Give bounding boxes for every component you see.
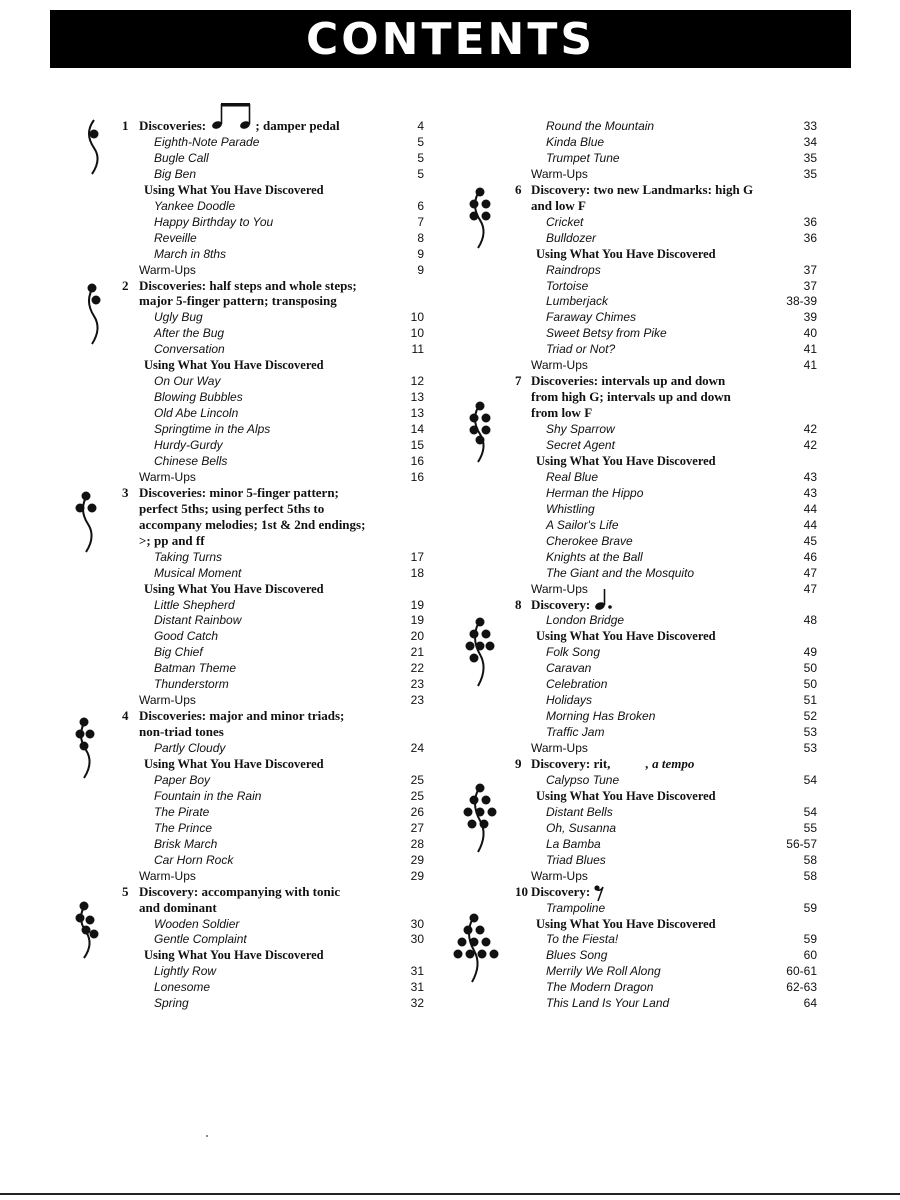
page-number: 6 <box>417 199 424 213</box>
page-number: 11 <box>411 342 424 356</box>
piece-title[interactable]: Trampoline <box>546 901 606 915</box>
piece-title[interactable]: La Bamba <box>546 837 601 851</box>
page-number: 15 <box>410 438 424 452</box>
chapter-number: 10 <box>515 884 528 899</box>
page-number: 16 <box>410 470 424 484</box>
piece-title[interactable]: To the Fiesta! <box>546 932 619 946</box>
piece-title[interactable]: Merrily We Roll Along <box>546 964 661 978</box>
page-number: 42 <box>803 438 817 452</box>
page-number: 25 <box>410 773 424 787</box>
chapter-heading <box>139 118 340 134</box>
page-number: 58 <box>803 853 817 867</box>
page-number: 35 <box>803 151 817 165</box>
page-number: 37 <box>803 279 817 293</box>
piece-title[interactable]: Caravan <box>546 661 592 675</box>
page-number: 29 <box>410 869 424 883</box>
page-number: 30 <box>410 917 424 931</box>
dotted-quarter-note-icon <box>593 588 615 612</box>
piece-title[interactable]: Secret Agent <box>546 438 615 452</box>
piece-title[interactable]: Distant Bells <box>546 805 613 819</box>
page-number: 20 <box>410 629 424 643</box>
piece-title[interactable]: Hurdy-Gurdy <box>154 438 223 452</box>
section-label: Using What You Have Discovered <box>144 948 324 962</box>
piece-title[interactable]: Partly Cloudy <box>154 741 226 755</box>
piece-title[interactable]: Calypso Tune <box>546 773 620 787</box>
piece-title[interactable]: Real Blue <box>546 470 599 484</box>
piece-title[interactable]: Celebration <box>546 677 608 691</box>
piece-title[interactable]: Springtime in the Alps <box>154 422 271 436</box>
page-number: 30 <box>410 932 424 946</box>
page-number: 5 <box>417 167 424 181</box>
chapter-heading <box>531 756 694 772</box>
chapter-number: 2 <box>122 278 129 293</box>
chapter-number: 6 <box>515 182 522 197</box>
piece-title[interactable]: Yankee Doodle <box>154 199 236 213</box>
chapter-heading <box>531 884 605 900</box>
piece-title[interactable]: Kinda Blue <box>546 135 605 149</box>
page-number: 39 <box>803 310 817 324</box>
page-number: 5 <box>417 135 424 149</box>
section-label: Using What You Have Discovered <box>144 582 324 596</box>
page-number: 56-57 <box>786 837 817 851</box>
chapter-heading: Discoveries: half steps and whole steps; <box>139 278 357 293</box>
chapter-number: 4 <box>122 708 129 723</box>
piece-title[interactable]: Oh, Susanna <box>546 821 617 835</box>
piece-title[interactable]: Shy Sparrow <box>546 422 615 436</box>
chapter-heading: Discoveries: intervals up and down <box>531 373 726 388</box>
piece-title[interactable]: Tortoise <box>546 279 589 293</box>
warm-ups-entry: Warm-Ups <box>531 869 588 883</box>
warm-ups-entry: Warm-Ups <box>531 582 588 596</box>
chapter-heading: from low F <box>531 405 593 420</box>
warm-ups-entry: Warm-Ups <box>531 167 588 181</box>
chapter-heading: Discoveries: minor 5-finger pattern; <box>139 485 339 500</box>
piece-title[interactable]: Traffic Jam <box>546 725 605 739</box>
piece-title[interactable]: Distant Rainbow <box>154 613 242 627</box>
page-number: 60-61 <box>786 964 817 978</box>
piece-title[interactable]: Taking Turns <box>154 550 223 564</box>
page-number: 44 <box>803 518 817 532</box>
page-number: 55 <box>803 821 817 835</box>
page-number: 43 <box>803 486 817 500</box>
page-number: 42 <box>803 422 817 436</box>
chapter-number: 9 <box>515 756 522 771</box>
warm-ups-entry: Warm-Ups <box>531 358 588 372</box>
piece-title[interactable]: The Pirate <box>154 805 210 819</box>
piece-title[interactable]: Wooden Soldier <box>154 917 240 931</box>
page-number: 48 <box>803 613 817 627</box>
page-number: 33 <box>803 119 817 133</box>
page-number: 31 <box>410 964 424 978</box>
page-number: 31 <box>410 980 424 994</box>
page-number: 9 <box>417 247 424 261</box>
page-number: 54 <box>803 805 817 819</box>
warm-ups-entry: Warm-Ups <box>139 470 196 484</box>
chapter-heading: and dominant <box>139 900 217 915</box>
page-number: 47 <box>803 566 817 580</box>
piece-title[interactable]: Fountain in the Rain <box>154 789 262 803</box>
piece-title[interactable]: Spring <box>154 996 189 1010</box>
piece-title[interactable]: Thunderstorm <box>154 677 229 691</box>
heading-text: Discovery: rit, <box>531 756 611 771</box>
heading-text: Discovery: <box>531 884 591 899</box>
page-number: 10 <box>410 326 424 340</box>
page-number: 62-63 <box>786 980 817 994</box>
page-number: 59 <box>803 901 817 915</box>
one-note-tree-icon <box>64 116 124 184</box>
page-number: 58 <box>803 869 817 883</box>
page-number: 51 <box>803 693 817 707</box>
piece-title[interactable]: Chinese Bells <box>154 454 228 468</box>
page-number: 21 <box>410 645 424 659</box>
warm-ups-entry: Warm-Ups <box>139 263 196 277</box>
piece-title[interactable]: Eighth-Note Parade <box>154 135 260 149</box>
warm-ups-entry: Warm-Ups <box>139 869 196 883</box>
speck <box>206 1135 208 1137</box>
piece-title[interactable]: Blowing Bubbles <box>154 390 243 404</box>
piece-title[interactable]: Triad Blues <box>546 853 606 867</box>
heading-text: Discoveries: <box>139 118 207 133</box>
section-label: Using What You Have Discovered <box>144 757 324 771</box>
chapter-heading: Discovery: two new Landmarks: high G <box>531 182 754 197</box>
fermata-icon <box>614 757 646 773</box>
piece-title[interactable]: Paper Boy <box>154 773 211 787</box>
piece-title[interactable]: Brisk March <box>154 837 218 851</box>
heading-text-tail: , a tempo <box>645 756 695 771</box>
chapter-number: 1 <box>122 118 129 133</box>
piece-title[interactable]: Lightly Row <box>154 964 217 978</box>
page-number: 13 <box>410 390 424 404</box>
six-dot-tree-icon <box>450 400 510 472</box>
piece-title[interactable]: Bulldozer <box>546 231 597 245</box>
piece-title[interactable]: Reveille <box>154 231 197 245</box>
page-number: 9 <box>417 263 424 277</box>
five-note-tree-icon <box>56 900 116 968</box>
piece-title[interactable]: On Our Way <box>154 374 221 388</box>
piece-title[interactable]: Ugly Bug <box>154 310 203 324</box>
page-number: 46 <box>803 550 817 564</box>
piece-title[interactable]: Knights at the Ball <box>546 550 643 564</box>
page-title: CONTENTS <box>305 13 596 65</box>
page-number: 25 <box>410 789 424 803</box>
page-number: 7 <box>417 215 424 229</box>
section-label: Using What You Have Discovered <box>144 358 324 372</box>
piece-title[interactable]: Folk Song <box>546 645 601 659</box>
chapter-heading: Discoveries: major and minor triads; <box>139 708 345 723</box>
three-note-tree-icon <box>58 490 118 562</box>
two-note-tree-icon <box>64 282 124 354</box>
heading-text-tail: ; damper pedal <box>255 118 340 133</box>
page-number: 29 <box>410 853 424 867</box>
page-number: 35 <box>803 167 817 181</box>
page-number: 32 <box>410 996 424 1010</box>
page-number: 13 <box>410 406 424 420</box>
piece-title[interactable]: Cherokee Brave <box>546 534 633 548</box>
piece-title[interactable]: Big Chief <box>154 645 203 659</box>
piece-title[interactable]: Sweet Betsy from Pike <box>546 326 667 340</box>
page-number: 22 <box>410 661 424 675</box>
chapter-heading: and low F <box>531 198 586 213</box>
chapter-number: 7 <box>515 373 522 388</box>
chapter-heading: accompany melodies; 1st & 2nd endings; <box>139 517 366 532</box>
piece-title[interactable]: Batman Theme <box>154 661 237 675</box>
page-number: 41 <box>803 358 817 372</box>
page-number: 36 <box>803 215 817 229</box>
piece-title[interactable]: Round the Mountain <box>546 119 655 133</box>
page-number: 44 <box>803 502 817 516</box>
piece-title[interactable]: Car Horn Rock <box>154 853 234 867</box>
page-number: 19 <box>410 598 424 612</box>
heading-text: Discovery: <box>531 597 591 612</box>
section-label: Using What You Have Discovered <box>536 789 716 803</box>
piece-title[interactable]: Faraway Chimes <box>546 310 637 324</box>
page-number: 24 <box>410 741 424 755</box>
contents-banner <box>50 10 851 68</box>
page-number: 40 <box>803 326 817 340</box>
page-number: 12 <box>410 374 424 388</box>
page-number: 10 <box>410 310 424 324</box>
section-label: Using What You Have Discovered <box>536 917 716 931</box>
chapter-number: 8 <box>515 597 522 612</box>
page-number: 19 <box>410 613 424 627</box>
warm-ups-entry: Warm-Ups <box>139 693 196 707</box>
page-number: 14 <box>410 422 424 436</box>
page-number: 37 <box>803 263 817 277</box>
page-number: 53 <box>803 741 817 755</box>
piece-title[interactable]: Blues Song <box>546 948 608 962</box>
page-number: 60 <box>803 948 817 962</box>
piece-title[interactable]: March in 8ths <box>154 247 227 261</box>
beamed-eighth-notes-icon <box>209 101 255 131</box>
seven-dot-tree-icon <box>450 616 510 696</box>
piece-title[interactable]: Old Abe Lincoln <box>154 406 239 420</box>
chapter-heading: major 5-finger pattern; transposing <box>139 293 337 308</box>
page-number: 36 <box>803 231 817 245</box>
warm-ups-entry: Warm-Ups <box>531 741 588 755</box>
piece-title[interactable]: London Bridge <box>546 613 625 627</box>
piece-title[interactable]: The Modern Dragon <box>546 980 654 994</box>
bottom-rule <box>0 1193 900 1195</box>
page-number: 26 <box>410 805 424 819</box>
piece-title[interactable]: The Giant and the Mosquito <box>546 566 695 580</box>
piece-title[interactable]: Whistling <box>546 502 595 516</box>
piece-title[interactable]: Morning Has Broken <box>546 709 656 723</box>
chapter-heading: perfect 5ths; using perfect 5ths to <box>139 501 325 516</box>
ten-dot-tree-icon <box>444 912 504 992</box>
piece-title[interactable]: Holidays <box>546 693 593 707</box>
page-number: 45 <box>803 534 817 548</box>
chapter-number: 3 <box>122 485 129 500</box>
eight-dot-tree-icon <box>450 782 510 862</box>
piece-title[interactable]: Happy Birthday to You <box>154 215 274 229</box>
page-number: 52 <box>803 709 817 723</box>
page-number: 5 <box>417 151 424 165</box>
piece-title[interactable]: A Sailor's Life <box>546 518 619 532</box>
piece-title[interactable]: Triad or Not? <box>546 342 616 356</box>
four-note-tree-icon <box>56 716 116 788</box>
piece-title[interactable]: Big Ben <box>154 167 197 181</box>
page-number: 27 <box>410 821 424 835</box>
chapter-heading: non-triad tones <box>139 724 224 739</box>
piece-title[interactable]: Cricket <box>546 215 584 229</box>
chapter-heading: Discovery: accompanying with tonic <box>139 884 341 899</box>
piece-title[interactable]: Gentle Complaint <box>154 932 247 946</box>
page-number: 64 <box>803 996 817 1010</box>
section-label: Using What You Have Discovered <box>144 183 324 197</box>
page-number: 23 <box>410 677 424 691</box>
piece-title[interactable]: Musical Moment <box>154 566 242 580</box>
piece-title[interactable]: After the Bug <box>154 326 225 340</box>
page-number: 17 <box>410 550 424 564</box>
five-dot-tree-icon <box>450 186 510 258</box>
page-number: 43 <box>803 470 817 484</box>
section-label: Using What You Have Discovered <box>536 454 716 468</box>
piece-title[interactable]: This Land Is Your Land <box>546 996 670 1010</box>
page-number: 16 <box>410 454 424 468</box>
page-number: 47 <box>803 582 817 596</box>
piece-title[interactable]: Conversation <box>154 342 225 356</box>
section-label: Using What You Have Discovered <box>536 629 716 643</box>
page-number: 4 <box>417 119 424 133</box>
piece-title[interactable]: Herman the Hippo <box>546 486 644 500</box>
page-number: 38-39 <box>786 294 817 308</box>
page-number: 50 <box>803 661 817 675</box>
page-number: 50 <box>803 677 817 691</box>
piece-title[interactable]: Raindrops <box>546 263 601 277</box>
piece-title[interactable]: Bugle Call <box>154 151 209 165</box>
chapter-heading: from high G; intervals up and down <box>531 389 731 404</box>
page-number: 41 <box>803 342 817 356</box>
page-number: 23 <box>410 693 424 707</box>
piece-title[interactable]: Good Catch <box>154 629 219 643</box>
page-number: 54 <box>803 773 817 787</box>
chapter-number: 5 <box>122 884 129 899</box>
page-number: 18 <box>410 566 424 580</box>
chapter-heading <box>531 597 615 613</box>
piece-title[interactable]: Lonesome <box>154 980 211 994</box>
page-number: 49 <box>803 645 817 659</box>
page-number: 8 <box>417 231 424 245</box>
piece-title[interactable]: Little Shepherd <box>154 598 235 612</box>
piece-title[interactable]: Lumberjack <box>546 294 609 308</box>
section-label: Using What You Have Discovered <box>536 247 716 261</box>
chapter-heading: >; pp and ff <box>139 533 205 548</box>
page-number: 34 <box>803 135 817 149</box>
piece-title[interactable]: Trumpet Tune <box>546 151 620 165</box>
page-number: 28 <box>410 837 424 851</box>
page-number: 59 <box>803 932 817 946</box>
page-number: 53 <box>803 725 817 739</box>
piece-title[interactable]: The Prince <box>154 821 213 835</box>
